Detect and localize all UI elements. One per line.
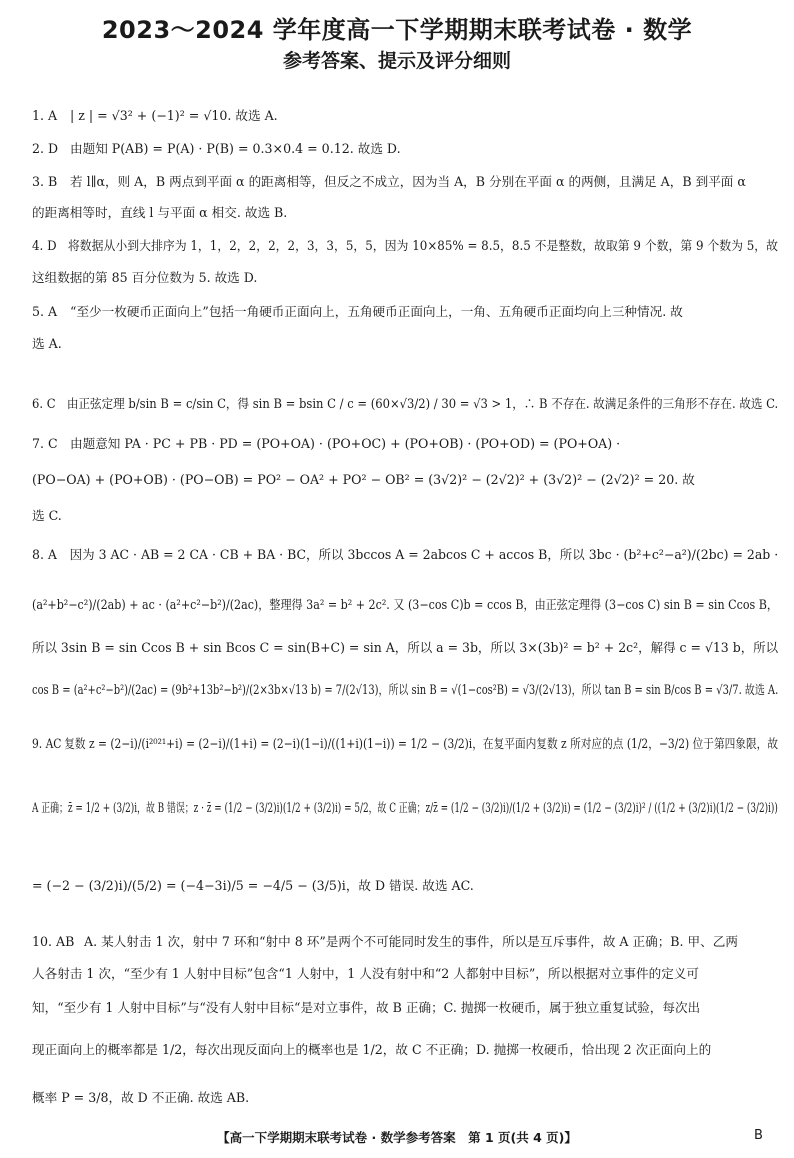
- answer-8-text: 因为 3 AC · AB = 2 CA · CB + BA · BC，所以 3bccos A = 2abcos C + accos B，所以 3bc · (b²+c²−a²)/(2bc) = 2ab ·: [69, 547, 779, 562]
- answer-2-number: 2. D: [32, 141, 59, 156]
- answer-5-text: “至少一枚硬币正面向上”包括一角硬币正面向上，五角硬币正面向上，一角、五角硬币正面均向上三种情况. 故: [70, 304, 683, 319]
- answer-6-text: 由正弦定理 b/sin B = c/sin C，得 sin B = bsin C / c = (60×√3/2) / 30 = √3 > 1，∴ B 不存在. 故满足条件的三角形不存在. 故选 C.: [66, 396, 779, 411]
- page-subtitle: 参考答案、提示及评分细则: [282, 50, 511, 72]
- answer-9-number: 9. AC: [32, 736, 62, 751]
- answer-5-line-2: 选 A.: [32, 336, 62, 351]
- answer-9-line-2: A 正确；z̄ = 1/2 + (3/2)i，故 B 错误；z · z̄ = (1/2 − (3/2)i)(1/2 + (3/2)i) = 5/2，故 C 正确；z/z̄ = (1/2 − (3/2)i)/(1/2 + (3/2)i) = (1/2 − (3/2)i)² / ((1/2 + (3/2)i)(1/2 − (3/2)i)): [32, 800, 778, 815]
- answer-1-number: 1. A: [32, 108, 58, 123]
- answer-2-line-1: [32, 141, 772, 157]
- page-footer: 【高一下学期期末联考试卷 · 数学参考答案 第 1 页(共 4 页)】: [217, 1130, 577, 1145]
- answer-7-number: 7. C: [32, 436, 58, 451]
- answer-10-line-1: [32, 934, 772, 950]
- answer-10-number: 10. AB: [32, 934, 75, 949]
- answer-1-line-1: [32, 108, 772, 124]
- answer-10-line-2: 人各射击 1 次，“至少有 1 人射中目标”包含“1 人射中，1 人没有射中和“2 人都射中目标”，所以根据对立事件的定义可: [32, 966, 699, 981]
- answer-3-line-1: [32, 174, 772, 190]
- answer-5-line-1: [32, 304, 772, 320]
- answer-4-number: 4. D: [32, 238, 57, 253]
- answer-4-line-1: [32, 238, 779, 254]
- answer-5-number: 5. A: [32, 304, 58, 319]
- answer-8-line-2: (a²+b²−c²)/(2ab) + ac · (a²+c²−b²)/(2ac)，整理得 3a² = b² + 2c². 又 (3−cos C)b = ccos B，由正弦定理得 (3−cos C) sin B = sin Ccos B，: [32, 597, 779, 612]
- page-title: 2023～2024 学年度高一下学期期末联考试卷 · 数学: [101, 16, 693, 44]
- answer-10-line-5: 概率 P = 3/8，故 D 不正确. 故选 AB.: [32, 1090, 250, 1105]
- answer-4-line-2: 这组数据的第 85 百分位数为 5. 故选 D.: [32, 270, 258, 285]
- answer-7-text: 由题意知 PA · PC + PB · PD = (PO+OA) · (PO+OC) + (PO+OB) · (PO+OD) = (PO+OA) ·: [70, 436, 621, 451]
- answer-10-text: A. 某人射击 1 次，射中 7 环和“射中 8 环”是两个不可能同时发生的事件，所以是互斥事件，故 A 正确；B. 甲、乙两: [84, 934, 738, 949]
- answer-4-text: 将数据从小到大排序为 1，1，2，2，2，2，3，3，5，5，因为 10×85% = 8.5，8.5 不是整数，故取第 9 个数，第 9 个数为 5，故: [67, 238, 779, 253]
- answer-8-number: 8. A: [32, 547, 57, 562]
- answer-3-line-2: 的距离相等时，直线 l 与平面 α 相交. 故选 B.: [32, 205, 288, 220]
- answer-9-text: 复数 z = (2−i)/(i²⁰²¹+i) = (2−i)/(1+i) = (2−i)(1−i)/((1+i)(1−i)) = 1/2 − (3/2)i，在复平面内复数 z 所对应的点 (1/2，−3/2) 位于第四象限，故: [64, 736, 779, 751]
- answer-9-line-1: [32, 736, 779, 752]
- answer-1-text: | z | = √3² + (−1)² = √10. 故选 A.: [70, 108, 278, 123]
- answer-8-line-3: 所以 3sin B = sin Ccos B + sin Bcos C = sin(B+C) = sin A，所以 a = 3b，所以 3×(3b)² = b² + 2c²，解得 c = √13 b，所以: [32, 640, 779, 655]
- answer-9-line-3: = (−2 − (3/2)i)/(5/2) = (−4−3i)/5 = −4/5 − (3/5)i，故 D 错误. 故选 AC.: [32, 878, 474, 893]
- version-letter: B: [754, 1128, 763, 1143]
- answer-10-line-3: 知，“至少有 1 人射中目标”与“没有人射中目标“是对立事件，故 B 正确；C. 抛掷一枚硬币，属于独立重复试验，每次出: [32, 1000, 701, 1015]
- answer-8-line-4: cos B = (a²+c²−b²)/(2ac) = (9b²+13b²−b²)/(2×3b×√13 b) = 7/(2√13)，所以 sin B = √(1−cos²B) = √3/(2√13)，所以 tan B = sin B/cos B = √3/7. 故选 A.: [32, 682, 779, 697]
- answer-3-text: 若 l∥α，则 A，B 两点到平面 α 的距离相等，但反之不成立，因为当 A，B 分别在平面 α 的两侧，且满足 A，B 到平面 α: [70, 174, 746, 189]
- answer-10-line-4: 现正面向上的概率都是 1/2，每次出现反面向上的概率也是 1/2，故 C 不正确；D. 抛掷一枚硬币，恰出现 2 次正面向上的: [32, 1042, 712, 1057]
- answer-7-line-1: [32, 436, 772, 452]
- answer-8-line-1: [32, 547, 779, 563]
- answer-6-line-1: [32, 396, 779, 412]
- answer-6-number: 6. C: [32, 396, 56, 411]
- answer-7-line-2: (PO−OA) + (PO+OB) · (PO−OB) = PO² − OA² + PO² − OB² = (3√2)² − (2√2)² + (3√2)² − (2√2)² = 20. 故: [32, 472, 695, 487]
- answer-2-text: 由题知 P(AB) = P(A) · P(B) = 0.3×0.4 = 0.12. 故选 D.: [70, 141, 401, 156]
- answer-7-line-3: 选 C.: [32, 508, 62, 523]
- answer-3-number: 3. B: [32, 174, 58, 189]
